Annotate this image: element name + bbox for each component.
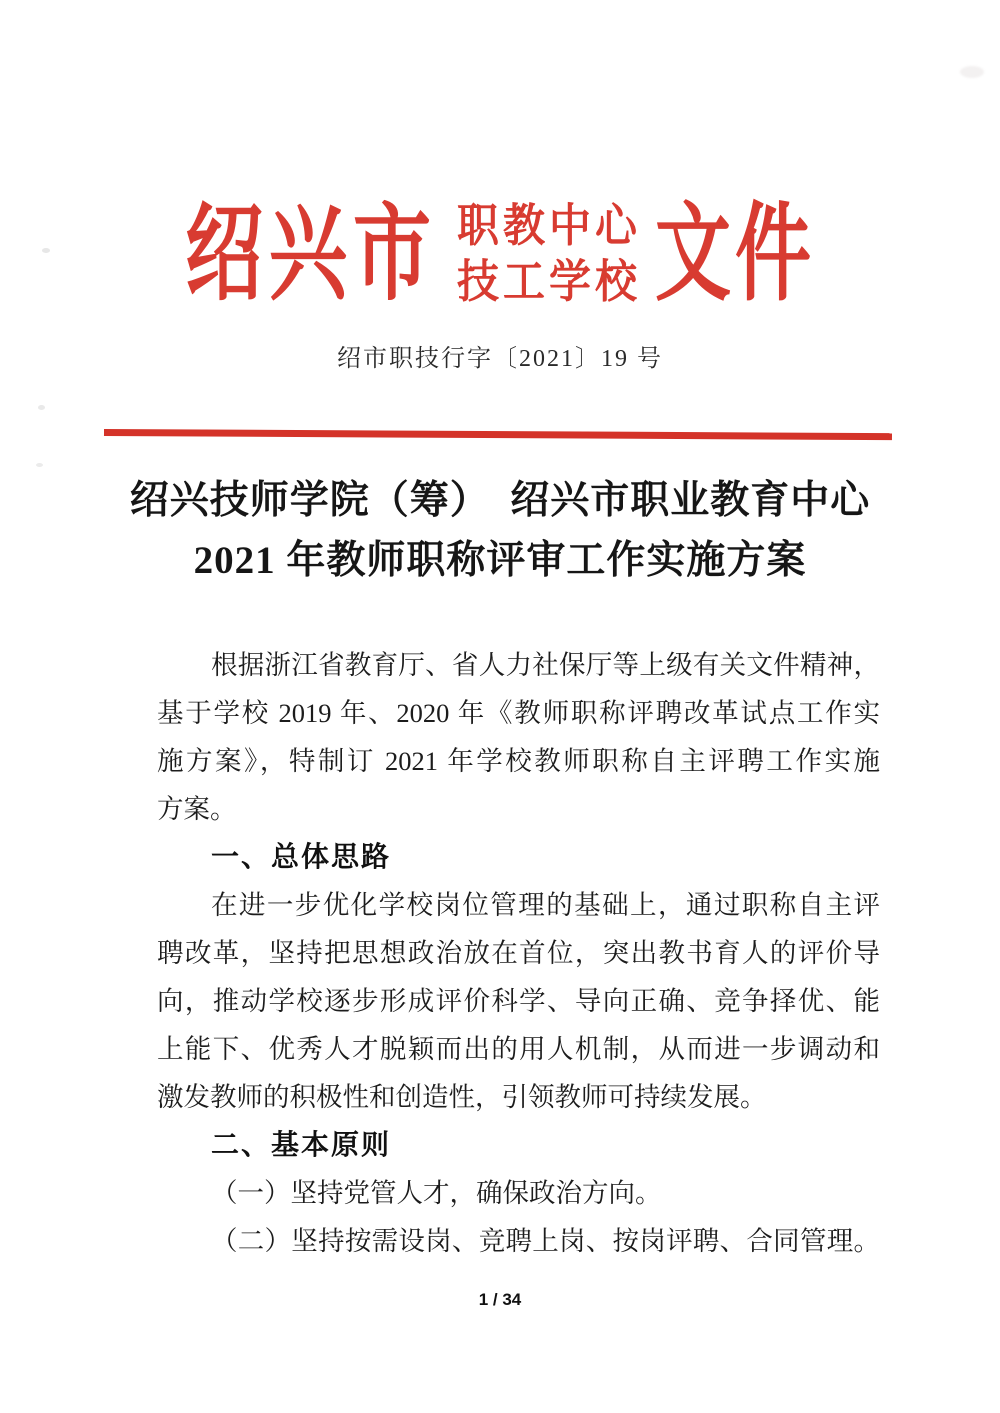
page-number-indicator: 1 / 34 bbox=[478, 1290, 522, 1309]
body-line: 基于学校 2019 年、2020 年《教师职称评聘改革试点工作实 bbox=[157, 698, 880, 728]
scan-speck bbox=[42, 248, 50, 253]
body-line: 施方案》，特制订 2021 年学校教师职称自主评聘工作实施 bbox=[157, 746, 880, 776]
scan-speck bbox=[36, 463, 43, 467]
document-title bbox=[0, 471, 1000, 591]
body-line: 在进一步优化学校岗位管理的基础上，通过职称自主评 bbox=[211, 890, 880, 920]
letterhead-org-subtitle-line2: 技工学校 bbox=[457, 258, 642, 308]
letterhead bbox=[0, 195, 1000, 314]
body-line: 聘改革，坚持把思想政治放在首位，突出教书育人的评价导 bbox=[157, 938, 880, 968]
section-heading: 二、基本原则 bbox=[211, 1129, 392, 1160]
body-line: 向，推动学校逐步形成评价科学、导向正确、竞争择优、能 bbox=[157, 986, 880, 1016]
scan-speck bbox=[38, 405, 45, 410]
document-title-line2: 2021 年教师职称评审工作实施方案 bbox=[193, 539, 807, 582]
body-line: （二）坚持按需设岗、竞聘上岗、按岗评聘、合同管理。 bbox=[211, 1226, 880, 1256]
document-body bbox=[157, 641, 880, 1265]
scan-speck bbox=[960, 66, 984, 78]
section-heading: 一、总体思路 bbox=[211, 841, 392, 872]
body-line: 根据浙江省教育厅、省人力社保厅等上级有关文件精神， bbox=[211, 650, 880, 680]
body-line: （一）坚持党管人才，确保政治方向。 bbox=[211, 1178, 662, 1208]
document-number: 绍市职技行字〔2021〕19 号 bbox=[337, 346, 663, 372]
body-line: 方案。 bbox=[157, 794, 237, 824]
red-divider-rule bbox=[104, 429, 892, 440]
letterhead-org-subtitle-line1: 职教中心 bbox=[457, 202, 642, 252]
document-title-line1: 绍兴技师学院（筹） 绍兴市职业教育中心 bbox=[129, 479, 871, 522]
letterhead-document-word: 文件 bbox=[655, 196, 816, 314]
body-line: 上能下、优秀人才脱颖而出的用人机制，从而进一步调动和 bbox=[157, 1034, 880, 1064]
letterhead-org-name: 绍兴市 bbox=[184, 195, 437, 314]
body-line: 激发教师的积极性和创造性，引领教师可持续发展。 bbox=[157, 1082, 767, 1112]
letterhead-org-subtitle bbox=[457, 199, 641, 311]
